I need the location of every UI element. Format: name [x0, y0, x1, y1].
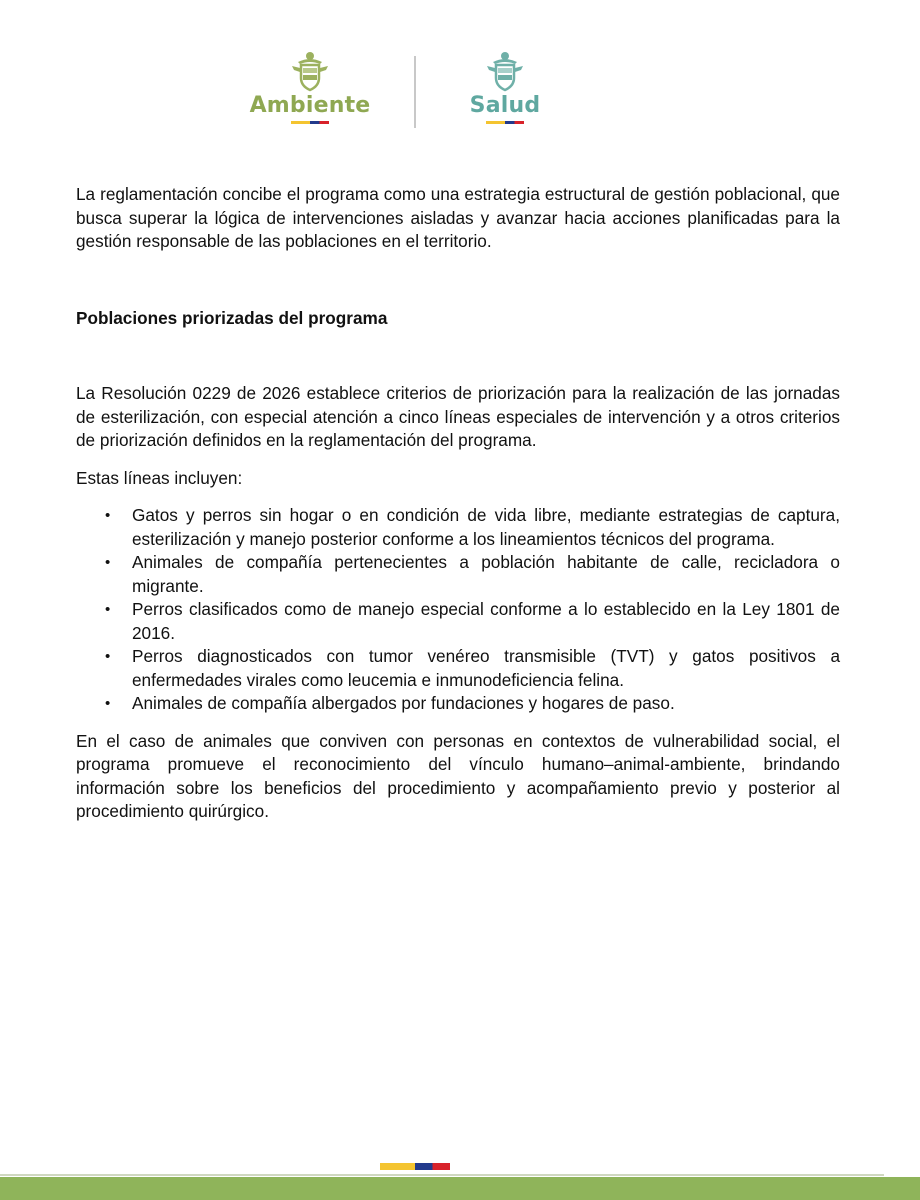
list-item [76, 692, 840, 716]
list-item-text: Perros clasificados como de manejo especial conforme a lo establecido en la Ley 1801 de 2016. [132, 599, 840, 643]
coat-of-arms-icon [290, 50, 330, 92]
list-item-text: Animales de compañía albergados por fundaciones y hogares de paso. [132, 693, 675, 713]
footer-flag-stripe [380, 1163, 450, 1170]
document-body [76, 183, 840, 824]
priority-lines-list [76, 504, 840, 716]
bullet-icon: • [105, 695, 111, 712]
header-divider [414, 56, 416, 128]
lines-intro: Estas líneas incluyen: [76, 467, 243, 488]
bullet-icon: • [105, 601, 111, 618]
ambiente-logo-text: Ambiente [249, 93, 371, 118]
footer-divider [0, 1174, 884, 1176]
list-item-text: Gatos y perros sin hogar o en condición de vida libre, mediante estrategias de captura, esterilización y manejo posterior conforme a los lineamientos técnicos del programa. [132, 505, 840, 549]
ambiente-logo [245, 50, 375, 135]
list-item [76, 551, 840, 598]
closing-paragraph: En el caso de animales que conviven con personas en contextos de vulnerabilidad social, el programa promueve el reconocimiento del vínculo humano–animal-ambiente, brindando información sobre los beneficios del procedimiento y acompañamiento previo y posterior al procedimiento quirúrgico. [76, 730, 840, 821]
coat-of-arms-icon [485, 50, 525, 92]
colombia-flag-stripe [291, 121, 329, 124]
list-item [76, 598, 840, 645]
bullet-icon: • [105, 554, 111, 571]
list-item [76, 504, 840, 551]
salud-logo [440, 50, 570, 135]
document-header [0, 50, 920, 140]
colombia-flag-stripe [486, 121, 524, 124]
bullet-icon: • [105, 648, 111, 665]
footer-bar [0, 1177, 920, 1200]
section-heading: Poblaciones priorizadas del programa [76, 307, 388, 328]
list-item-text: Animales de compañía pertenecientes a población habitante de calle, recicladora o migrante. [132, 552, 840, 596]
resolution-paragraph: La Resolución 0229 de 2026 establece criterios de priorización para la realización de las jornadas de esterilización, con especial atención a cinco líneas especiales de intervención y a otros criterios de priorización definidos en la reglamentación del programa. [76, 383, 840, 450]
list-item [76, 645, 840, 692]
intro-paragraph: La reglamentación concibe el programa como una estrategia estructural de gestión poblacional, que busca superar la lógica de intervenciones aisladas y avanzar hacia acciones planificadas para la gestión responsable de las poblaciones en el territorio. [76, 184, 840, 251]
salud-logo-text: Salud [469, 93, 541, 118]
bullet-icon: • [105, 507, 111, 524]
list-item-text: Perros diagnosticados con tumor venéreo transmisible (TVT) y gatos positivos a enfermedades virales como leucemia e inmunodeficiencia felina. [132, 646, 840, 690]
